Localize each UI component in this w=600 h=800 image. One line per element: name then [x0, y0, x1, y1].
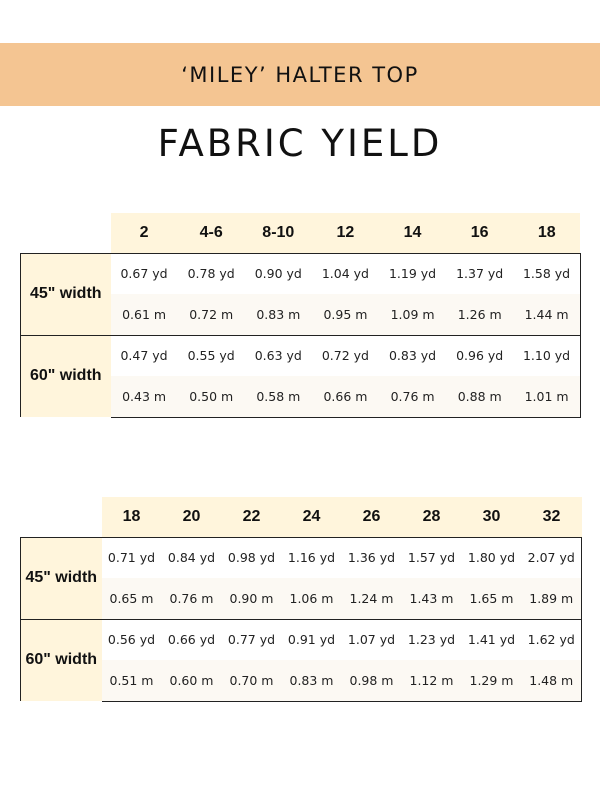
yield-meters-cell: 0.65 m	[102, 578, 162, 619]
yield-meters-cell: 0.58 m	[245, 376, 312, 417]
yield-yards-cell: 0.67 yd	[111, 253, 178, 294]
yield-meters-cell: 0.76 m	[379, 376, 446, 417]
header-corner	[21, 497, 102, 537]
header-corner	[21, 213, 111, 253]
yield-meters-cell: 0.88 m	[446, 376, 513, 417]
yield-meters-cell: 1.01 m	[513, 376, 580, 417]
size-header-row	[21, 213, 581, 253]
yield-meters-cell: 0.43 m	[111, 376, 178, 417]
yield-yards-cell: 0.47 yd	[111, 335, 178, 376]
size-header: 20	[162, 497, 222, 537]
yield-yards-cell: 1.23 yd	[402, 619, 462, 660]
yield-meters-cell: 0.72 m	[178, 294, 245, 335]
yield-yards-cell: 0.84 yd	[162, 537, 222, 578]
size-header: 12	[312, 213, 379, 253]
table-row	[21, 537, 582, 578]
yield-yards-cell: 1.57 yd	[402, 537, 462, 578]
yield-meters-cell: 1.29 m	[462, 660, 522, 701]
table-row	[21, 253, 581, 294]
yield-yards-cell: 1.36 yd	[342, 537, 402, 578]
size-header: 30	[462, 497, 522, 537]
yield-meters-cell: 0.95 m	[312, 294, 379, 335]
yield-meters-cell: 1.06 m	[282, 578, 342, 619]
yield-yards-cell: 2.07 yd	[522, 537, 582, 578]
yield-yards-cell: 1.10 yd	[513, 335, 580, 376]
yield-yards-cell: 0.55 yd	[178, 335, 245, 376]
page-title: FABRIC YIELD	[157, 122, 443, 165]
yield-meters-cell: 0.66 m	[312, 376, 379, 417]
row-label-60-width: 60" width	[21, 619, 102, 701]
yield-meters-cell: 0.98 m	[342, 660, 402, 701]
row-label-45-width: 45" width	[21, 253, 111, 335]
size-header: 32	[522, 497, 582, 537]
yield-yards-cell: 0.96 yd	[446, 335, 513, 376]
size-header: 24	[282, 497, 342, 537]
size-header: 18	[102, 497, 162, 537]
yield-yards-cell: 1.41 yd	[462, 619, 522, 660]
fabric-yield-table-large-sizes	[20, 497, 582, 702]
yield-yards-cell: 1.37 yd	[446, 253, 513, 294]
yield-yards-cell: 0.63 yd	[245, 335, 312, 376]
yield-meters-cell: 1.24 m	[342, 578, 402, 619]
yield-meters-cell: 0.70 m	[222, 660, 282, 701]
size-header: 22	[222, 497, 282, 537]
yield-yards-cell: 0.66 yd	[162, 619, 222, 660]
yield-meters-cell: 0.76 m	[162, 578, 222, 619]
yield-yards-cell: 1.16 yd	[282, 537, 342, 578]
title-banner	[0, 43, 600, 106]
size-header: 4-6	[178, 213, 245, 253]
size-header-row	[21, 497, 582, 537]
yield-yards-cell: 1.62 yd	[522, 619, 582, 660]
yield-yards-cell: 0.91 yd	[282, 619, 342, 660]
size-header: 28	[402, 497, 462, 537]
yield-yards-cell: 0.98 yd	[222, 537, 282, 578]
yield-yards-cell: 1.04 yd	[312, 253, 379, 294]
row-label-60-width: 60" width	[21, 335, 111, 417]
yield-meters-cell: 0.51 m	[102, 660, 162, 701]
yield-meters-cell: 1.44 m	[513, 294, 580, 335]
yield-yards-cell: 1.19 yd	[379, 253, 446, 294]
fabric-yield-table-small-sizes	[20, 213, 581, 418]
yield-meters-cell: 0.83 m	[245, 294, 312, 335]
table-row	[21, 619, 582, 660]
yield-meters-cell: 1.12 m	[402, 660, 462, 701]
yield-meters-cell: 1.26 m	[446, 294, 513, 335]
size-header: 18	[513, 213, 580, 253]
yield-yards-cell: 0.72 yd	[312, 335, 379, 376]
yield-yards-cell: 0.77 yd	[222, 619, 282, 660]
yield-yards-cell: 1.07 yd	[342, 619, 402, 660]
yield-yards-cell: 0.71 yd	[102, 537, 162, 578]
banner-title: ‘MILEY’ HALTER TOP	[181, 62, 419, 87]
yield-yards-cell: 1.58 yd	[513, 253, 580, 294]
size-header: 8-10	[245, 213, 312, 253]
size-header: 16	[446, 213, 513, 253]
yield-yards-cell: 0.90 yd	[245, 253, 312, 294]
yield-meters-cell: 0.83 m	[282, 660, 342, 701]
row-label-45-width: 45" width	[21, 537, 102, 619]
yield-yards-cell: 0.56 yd	[102, 619, 162, 660]
size-header: 26	[342, 497, 402, 537]
table-row	[21, 660, 582, 701]
yield-yards-cell: 1.80 yd	[462, 537, 522, 578]
yield-yards-cell: 0.83 yd	[379, 335, 446, 376]
yield-meters-cell: 1.09 m	[379, 294, 446, 335]
yield-yards-cell: 0.78 yd	[178, 253, 245, 294]
yield-meters-cell: 0.60 m	[162, 660, 222, 701]
size-header: 2	[111, 213, 178, 253]
yield-meters-cell: 1.48 m	[522, 660, 582, 701]
table-row	[21, 335, 581, 376]
yield-meters-cell: 1.43 m	[402, 578, 462, 619]
table-row	[21, 578, 582, 619]
yield-meters-cell: 0.50 m	[178, 376, 245, 417]
yield-meters-cell: 1.65 m	[462, 578, 522, 619]
yield-meters-cell: 1.89 m	[522, 578, 582, 619]
yield-meters-cell: 0.61 m	[111, 294, 178, 335]
size-header: 14	[379, 213, 446, 253]
yield-meters-cell: 0.90 m	[222, 578, 282, 619]
